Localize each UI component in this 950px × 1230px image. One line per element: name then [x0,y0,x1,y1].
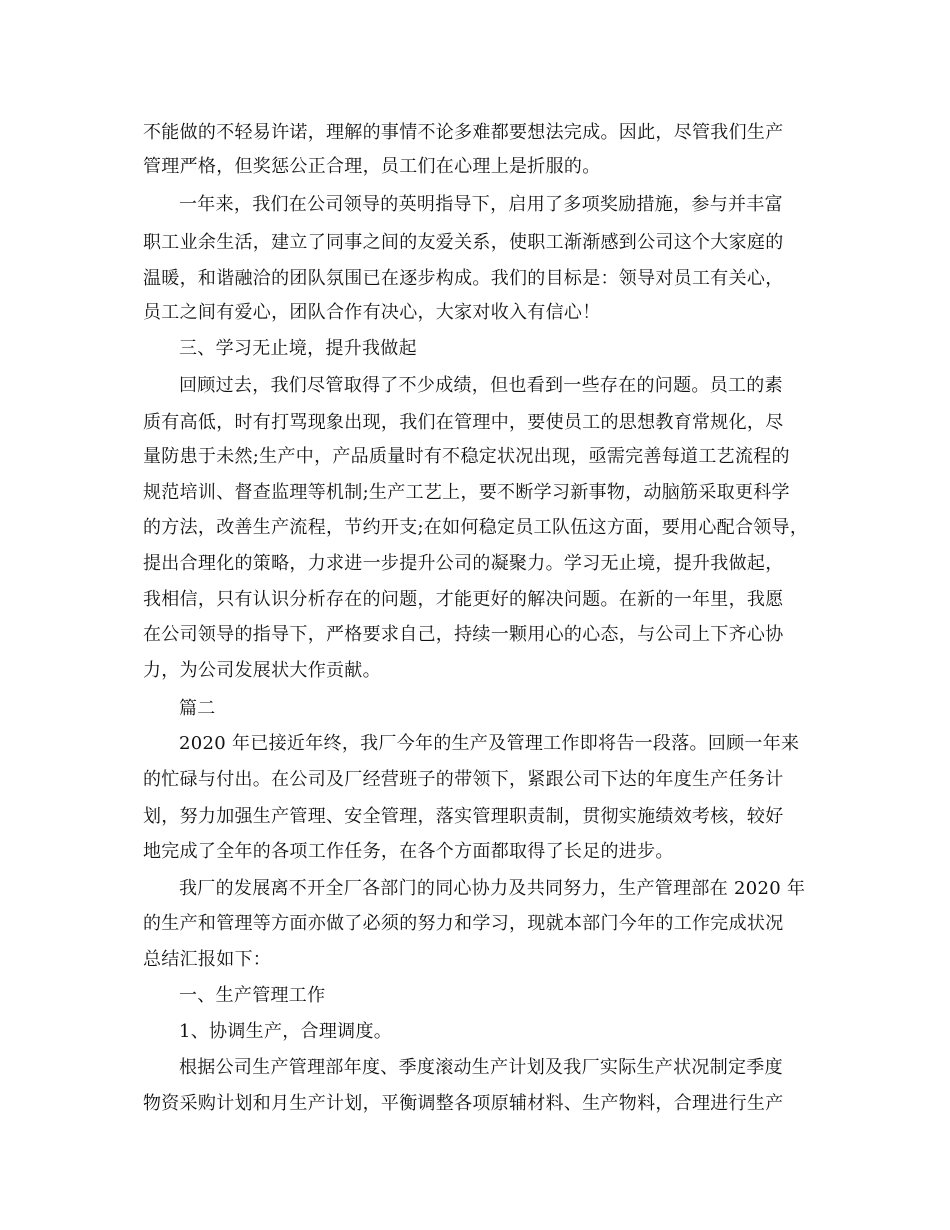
section-heading: 篇二 [179,698,216,719]
text-line: 不能做的不轻易许诺，理解的事情不论多难都要想法完成。因此，尽管我们生产 [143,122,784,143]
section-heading: 1、协调生产，合理调度。 [179,1021,393,1042]
text-line: 一年来，我们在公司领导的英明指导下，启用了多项奖励措施，参与并丰富 [179,194,783,215]
text-line: 职工业余生活，建立了同事之间的友爱关系，使职工渐渐感到公司这个大家庭的 [143,232,784,253]
section-heading: 一、生产管理工作 [179,985,326,1006]
text-line: 回顾过去，我们尽管取得了不少成绩，但也看到一些存在的问题。员工的素 [179,375,783,396]
text-line: 2020 年已接近年终，我厂今年的生产及管理工作即将告一段落。回顾一年来 [179,733,800,754]
text-line: 的生产和管理等方面亦做了必须的努力和学习，现就本部门今年的工作完成状况 [143,913,784,934]
text-line: 温暖，和谐融洽的团队氛围已在逐步构成。我们的目标是：领导对员工有关心， [143,268,784,289]
text-line: 管理严格，但奖惩公正合理，员工们在心理上是折服的。 [143,156,601,177]
section-heading: 三、学习无止境，提升我做起 [179,338,417,359]
text-line: 提出合理化的策略，力求进一步提升公司的凝聚力。学习无止境，提升我做起， [143,553,784,574]
text-line: 划，努力加强生产管理、安全管理，落实管理职责制，贯彻实施绩效考核，较好 [143,806,784,827]
text-line: 规范培训、督查监理等机制;生产工艺上，要不断学习新事物，动脑筋采取更科学 [143,482,790,503]
text-line: 物资采购计划和月生产计划，平衡调整各项原辅材料、生产物料，合理进行生产 [143,1093,784,1114]
text-line: 根据公司生产管理部年度、季度滚动生产计划及我厂实际生产状况制定季度 [179,1057,783,1078]
text-line: 总结汇报如下： [143,949,272,970]
text-line: 我相信，只有认识分析存在的问题，才能更好的解决问题。在新的一年里，我愿 [143,589,784,610]
text-line: 力，为公司发展状大作贡献。 [143,660,381,681]
text-line: 质有高低，时有打骂现象出现，我们在管理中，要使员工的思想教育常规化，尽 [143,412,784,433]
text-line: 的忙碌与付出。在公司及厂经营班子的带领下，紧跟公司下达的年度生产任务计 [143,769,784,790]
text-line: 在公司领导的指导下，严格要求自己，持续一颗用心的心态，与公司上下齐心协 [143,624,784,645]
text-line: 我厂的发展离不开全厂各部门的同心协力及共同努力，生产管理部在 2020 年 [179,878,806,899]
text-line: 员工之间有爱心，团队合作有决心，大家对收入有信心！ [143,302,601,323]
text-line: 地完成了全年的各项工作任务，在各个方面都取得了长足的进步。 [143,841,674,862]
text-line: 的方法，改善生产流程，节约开支;在如何稳定员工队伍这方面，要用心配合领导， [143,517,809,538]
text-line: 量防患于未然;生产中，产品质量时有不稳定状况出现，亟需完善每道工艺流程的 [143,446,790,467]
